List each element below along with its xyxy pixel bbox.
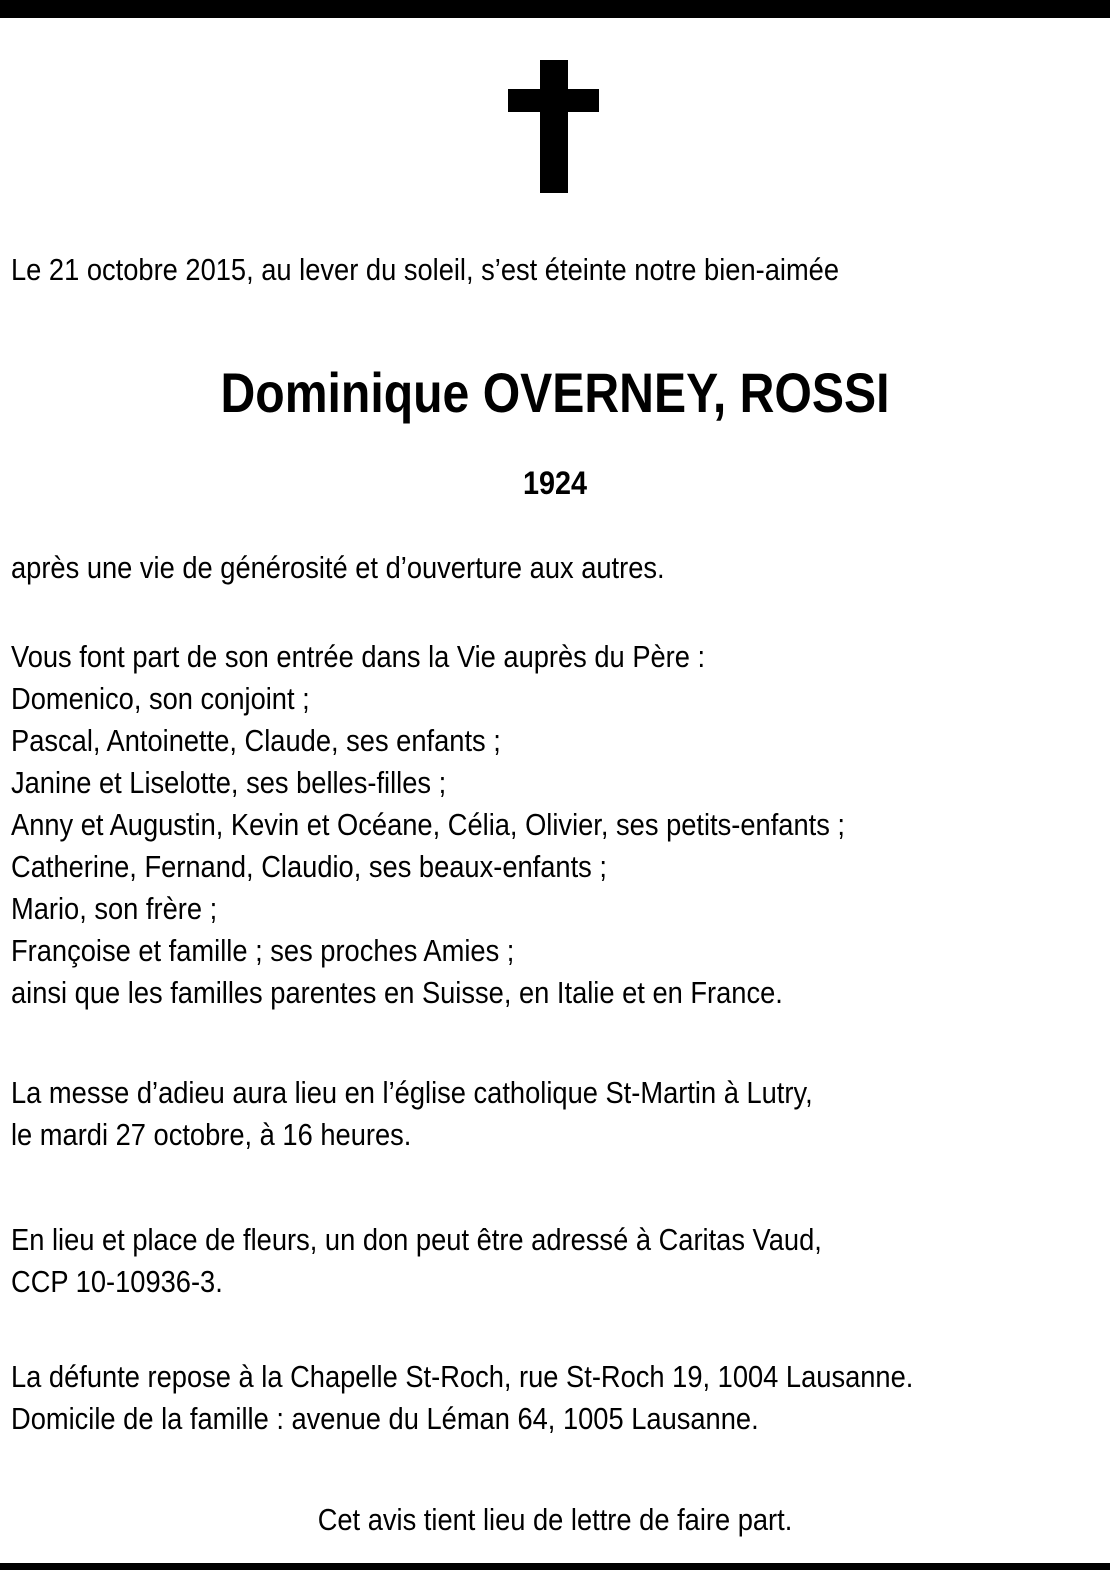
family-line: Pascal, Antoinette, Claude, ses enfants ;	[11, 723, 501, 758]
mass-line: le mardi 27 octobre, à 16 heures.	[11, 1117, 412, 1152]
family-line: Mario, son frère ;	[11, 891, 218, 926]
family-line: Anny et Augustin, Kevin et Océane, Célia, Olivier, ses petits-enfants ;	[11, 807, 846, 842]
top-border	[0, 0, 1110, 18]
address-line: Domicile de la famille : avenue du Léman 64, 1005 Lausanne.	[11, 1401, 759, 1436]
donation-line: CCP 10-10936-3.	[11, 1264, 223, 1299]
birth-year: 1924	[522, 465, 588, 501]
mass-line: La messe d’adieu aura lieu en l’église catholique St-Martin à Lutry,	[11, 1075, 813, 1110]
family-line: Catherine, Fernand, Claudio, ses beaux-enfants ;	[11, 849, 607, 884]
intro-text: Le 21 octobre 2015, au lever du soleil, s’est éteinte notre bien-aimée	[11, 252, 840, 287]
family-line: Domenico, son conjoint ;	[11, 681, 310, 716]
address-line: La défunte repose à la Chapelle St-Roch, rue St-Roch 19, 1004 Lausanne.	[11, 1359, 914, 1394]
family-line: Françoise et famille ; ses proches Amies ;	[11, 933, 515, 968]
closing-text: Cet avis tient lieu de lettre de faire part.	[317, 1502, 793, 1537]
donation-line: En lieu et place de fleurs, un don peut être adressé à Caritas Vaud,	[11, 1222, 822, 1257]
bottom-border	[0, 1563, 1110, 1570]
family-line: Janine et Liselotte, ses belles-filles ;	[11, 765, 447, 800]
cross-vertical	[540, 60, 568, 193]
after-name-text: après une vie de générosité et d’ouverture aux autres.	[11, 550, 665, 585]
family-line: ainsi que les familles parentes en Suisse, en Italie et en France.	[11, 975, 783, 1010]
deceased-name: Dominique OVERNEY, ROSSI	[220, 361, 890, 424]
family-line: Vous font part de son entrée dans la Vie auprès du Père :	[11, 639, 706, 674]
cross-horizontal	[508, 89, 599, 112]
